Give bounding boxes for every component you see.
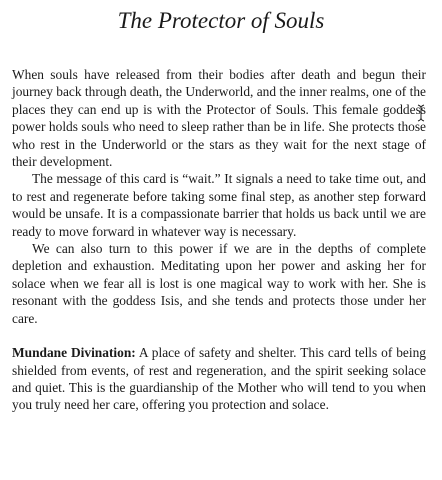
divination-text: A place of safety and shelter. This card tells of being shielded from events, of rest and regeneration, and the spirit seeking solace and quiet. This is the guardianship of the Mother who will tend to you when you truly need her care, offering you protection and solace. (12, 345, 426, 413)
text-cursor-icon (417, 104, 425, 122)
paragraph-1: When souls have released from their bodies after death and begun their journey back through death, the Underworld, and the inner realms, one of the places they can end up is with the Protector of Souls. This female goddess power holds souls who need to sleep rather than be in life. She protects those who rest in the Underworld or the stars as they wait for the next stage of their development. (12, 67, 426, 170)
paragraph-3: We can also turn to this power if we are in the depths of complete depletion and exhaustion. Meditating upon her power and asking her for solace when we fear all is lost is one magical way to work with her. She is resonant with the goddess Isis, and she tends and protects those under her care. (12, 241, 426, 326)
paragraph-2: The message of this card is “wait.” It signals a need to take time out, and to rest and regenerate before taking some final step, as another step forward would be unsafe. It is a compassionate barrier that holds us back until we are ready to move forward in whatever way is necessary. (12, 171, 426, 239)
page-title: The Protector of Souls (117, 8, 325, 33)
document-body (12, 66, 426, 414)
divination-label: Mundane Divination: (12, 345, 136, 361)
divination-paragraph (12, 344, 426, 414)
